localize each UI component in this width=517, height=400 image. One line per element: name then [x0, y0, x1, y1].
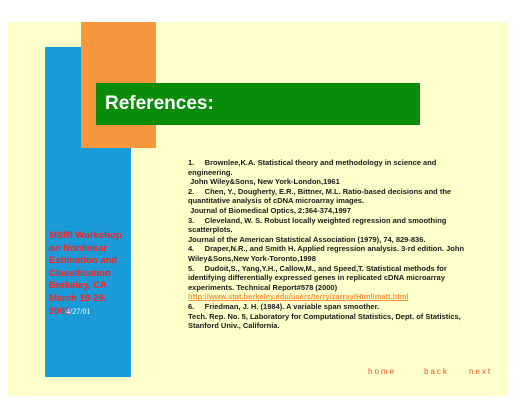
reference-item: John Wiley&Sons, New York-London,1961: [188, 177, 340, 187]
workshop-line: on Nonlinear: [49, 242, 108, 254]
reference-item: 5. Dudoit,S., Yang,Y.H., Callow,M., and Speed,T. Statistical methods for identifying differentially expressed genes in replicated cDNA microarray experiments. Technical Report#578 (2000): [188, 263, 449, 292]
home-link[interactable]: home: [368, 367, 397, 376]
reference-item: 6. Friedman, J. H. (1984). A variable span smoother.: [188, 301, 380, 311]
reference-item: 1. Brownlee,K.A. Statistical theory and methodology in science and engineering.: [188, 158, 439, 177]
reference-item: 4. Draper,N.R., and Smith H. Applied regression analysis. 3-rd edition. John Wiley&Sons,New York-Toronto,1998: [188, 244, 467, 263]
reference-item: 3. Cleveland, W. S. Robust locally weighted regression and smoothing scatterplots.: [188, 215, 449, 235]
workshop-line: Classification: [49, 267, 111, 279]
reference-item: 2. Chen, Y., Dougherty, E.R., Bittner, M.L. Ratio-based decisions and the quantitative analysis of cDNA microarray images.: [188, 186, 454, 206]
reference-item: Tech. Rep. No. 5, Laboratory for Computational Statistics, Dept. of Statistics, Stanford Univ., California.: [188, 311, 463, 331]
next-link[interactable]: next: [469, 367, 493, 376]
reference-item: Journal of the American Statistical Association (1979), 74, 829-836.: [188, 234, 426, 244]
workshop-info: [49, 230, 129, 318]
slide-title: References:: [96, 83, 420, 125]
workshop-line: March 19-29,: [49, 292, 107, 304]
workshop-line: Estimation and: [49, 255, 118, 267]
slide-date: 4/27/01: [66, 307, 91, 316]
workshop-line: MSRI Workshop: [49, 230, 122, 241]
back-link[interactable]: back: [424, 367, 449, 376]
reference-list: [188, 158, 478, 331]
workshop-line: Berkeley, CA: [49, 280, 107, 292]
reference-link[interactable]: http://www.stat.berkeley.edu/users/terry/zarray/Html/matt.html: [188, 292, 409, 302]
reference-item: Journal of Biomedical Optics, 2:364-374,1997: [188, 205, 351, 215]
workshop-line: 2001: [49, 305, 71, 317]
